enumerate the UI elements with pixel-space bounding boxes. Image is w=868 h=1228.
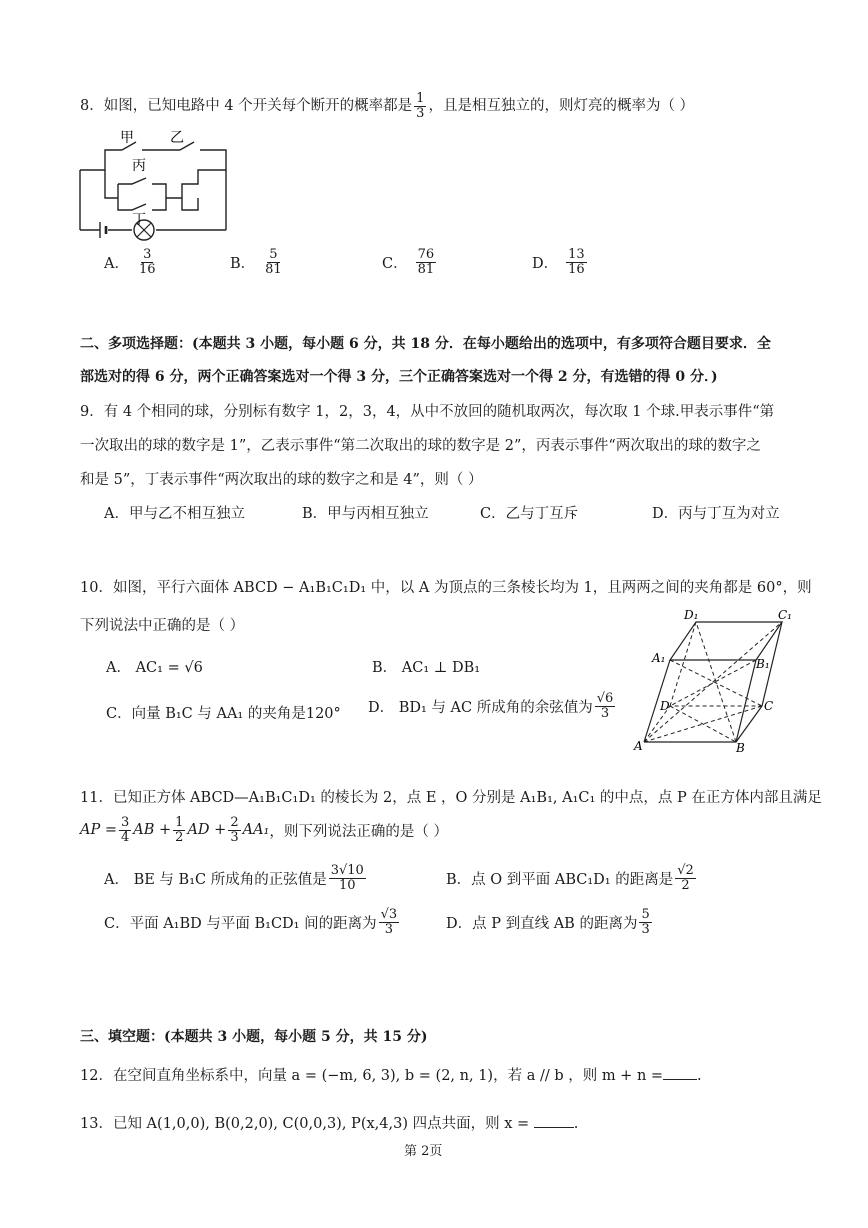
section2-header-line1: 二、多项选择题：(本题共 3 小题，每小题 6 分，共 18 分．在每小题给出的选项中，有多项符合题目要求．全: [80, 336, 771, 352]
q10-option-c: C．向量 B₁C 与 AA₁ 的夹角是120°: [106, 706, 341, 722]
q10-line2: 下列说法中正确的是（ ）: [80, 618, 245, 634]
circuit-diagram: [70, 128, 240, 246]
vertex-d1-label: D₁: [684, 608, 699, 622]
q8-option-a: A． $\frac{3}{16}$: [104, 247, 156, 277]
vertex-b-label: B: [736, 741, 745, 755]
q10-option-b: B． AC₁ ⊥ DB₁: [372, 660, 481, 676]
q11-option-c: C．平面 A₁BD 与平面 B₁CD₁ 间的距离为 $\frac{√3}{3}$: [104, 907, 398, 937]
switch-yi-label: 乙: [170, 130, 184, 146]
q9-option-d: D．丙与丁互为对立: [652, 506, 780, 522]
q9-line1: 9．有 4 个相同的球，分别标有数字 1，2，3，4，从中不放回的随机取两次，每次取 1 个球.甲表示事件“第: [80, 404, 775, 420]
page-number: 第 2页: [404, 1144, 443, 1159]
q11-vector-equation: AP = $\frac{3}{4}$ AB + $\frac{1}{2}$ AD + $\frac{2}{3}$ AA₁ ，则下列说法正确的是（ ）: [80, 815, 448, 845]
q11-option-a: A． BE 与 B₁C 所成角的正弦值是 $\frac{3√10}{10}$: [104, 863, 364, 893]
vertex-b1-label: B₁: [756, 657, 770, 671]
switch-ding-label: 丁: [132, 212, 146, 228]
q8-stem: 8．如图，已知电路中 4 个开关每个断开的概率都是 $\frac{1}{3}$ ，且是相互独立的，则灯亮的概率为（ ）: [80, 91, 695, 121]
q9-option-c: C．乙与丁互斥: [480, 506, 579, 522]
q9-line2: 一次取出的球的数字是 1”，乙表示事件“第二次取出的球的数字是 2”，丙表示事件“两次取出的球的数字之: [80, 438, 761, 454]
q8-option-b: B． $\frac{5}{81}$: [230, 247, 282, 277]
vertex-c1-label: C₁: [778, 608, 792, 622]
q9-option-b: B．甲与丙相互独立: [302, 506, 429, 522]
q11-line1: 11．已知正方体 ABCD—A₁B₁C₁D₁ 的棱长为 2，点 E ，O 分别是 A₁B₁, A₁C₁ 的中点，点 P 在正方体内部且满足: [80, 790, 822, 806]
q12-text: 12．在空间直角坐标系中，向量 a = (−m, 6, 3), b = (2, n, 1)，若 a // b ，则 m + n = .: [80, 1068, 702, 1084]
section2-header-line2: 部选对的得 6 分，两个正确答案选对一个得 3 分，三个正确答案选对一个得 2 分，有选错的得 0 分．): [80, 369, 718, 385]
q8-option-c: C． $\frac{76}{81}$: [382, 247, 435, 277]
q12-answer-blank[interactable]: [663, 1067, 697, 1080]
q9-line3: 和是 5”，丁表示事件“两次取出的球的数字之和是 4”，则（ ）: [80, 472, 483, 488]
q11-option-b: B．点 O 到平面 ABC₁D₁ 的距离是 $\frac{√2}{2}$: [446, 863, 694, 893]
vertex-d-label: D: [660, 699, 670, 713]
q13-text: 13．已知 A(1,0,0), B(0,2,0), C(0,0,3), P(x,4,3) 四点共面，则 x = .: [80, 1116, 579, 1132]
switch-jia-label: 甲: [120, 130, 134, 146]
q13-answer-blank[interactable]: [534, 1115, 574, 1128]
q10-line1: 10．如图，平行六面体 ABCD − A₁B₁C₁D₁ 中，以 A 为顶点的三条棱长均为 1，且两两之间的夹角都是 60°，则: [80, 580, 812, 596]
parallelepiped-figure: [632, 606, 798, 756]
q8-prob-fraction: $\frac{1}{3}$: [416, 91, 425, 121]
switch-bing-label: 丙: [132, 158, 146, 174]
vertex-a-label: A: [634, 739, 643, 753]
vertex-a1-label: A₁: [652, 651, 666, 665]
q8-option-d: D． $\frac{13}{16}$: [532, 247, 585, 277]
q11-option-d: D．点 P 到直线 AB 的距离为 $\frac{5}{3}$: [446, 907, 650, 937]
q9-option-a: A．甲与乙不相互独立: [104, 506, 245, 522]
vertex-c-label: C: [764, 699, 774, 713]
q10-option-a: A． AC₁ = √6: [106, 660, 203, 676]
q10-option-d: D． BD₁ 与 AC 所成角的余弦值为 $\frac{√6}{3}$: [368, 691, 614, 721]
section3-header: 三、填空题：(本题共 3 小题，每小题 5 分，共 15 分): [80, 1029, 428, 1045]
